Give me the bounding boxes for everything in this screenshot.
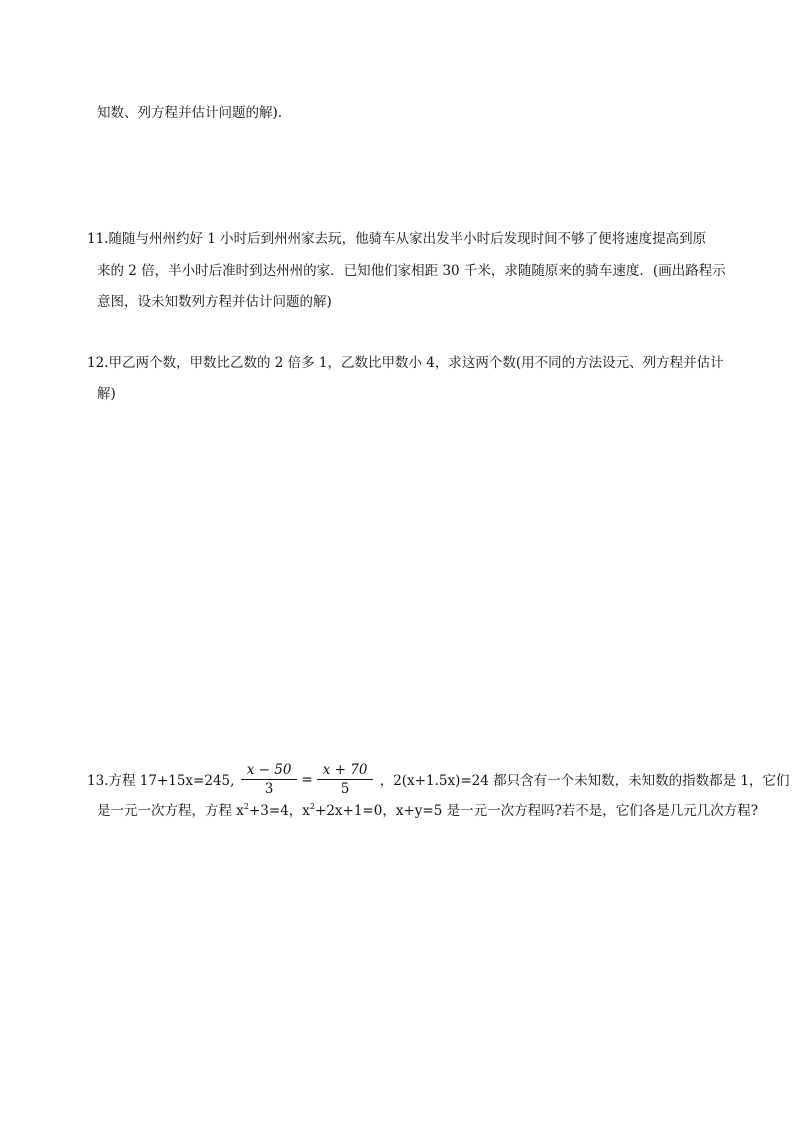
fraction-2 bbox=[317, 761, 374, 798]
exponent-1: 2 bbox=[243, 802, 249, 811]
fraction-2-numerator: x + 70 bbox=[317, 761, 374, 780]
fraction-2-denominator: 5 bbox=[340, 781, 350, 797]
fraction-1-numerator: x − 50 bbox=[241, 761, 298, 780]
fraction-1-denominator: 3 bbox=[264, 781, 274, 797]
equals-sign: = bbox=[301, 771, 313, 788]
question-13-line-2 bbox=[97, 801, 758, 821]
question-11-line-3: 意图，设未知数列方程并估计问题的解) bbox=[97, 294, 332, 310]
question-13-line-1 bbox=[87, 763, 790, 800]
question-13-line-2-part-b: +3=4，x bbox=[249, 803, 310, 819]
question-12-line-1: 12.甲乙两个数，甲数比乙数的 2 倍多 1，乙数比甲数小 4，求这两个数(用不同的方法设元、列方程并估计 bbox=[87, 355, 724, 371]
question-11-line-2: 来的 2 倍，半小时后准时到达州州的家．已知他们家相距 30 千米，求随随原来的骑车速度．(画出路程示 bbox=[97, 263, 726, 279]
question-13-line-2-part-c: +2x+1=0，x+y=5 是一元一次方程吗?若不是，它们各是几元几次方程? bbox=[315, 803, 759, 819]
question-13-prefix: 13.方程 17+15x=245, bbox=[87, 773, 235, 789]
question-11-line-1: 11.随随与州州约好 1 小时后到州州家去玩，他骑车从家出发半小时后发现时间不够了便将速度提高到原 bbox=[87, 231, 707, 247]
question-13-line-2-part-a: 是一元一次方程，方程 x bbox=[97, 803, 244, 819]
fraction-1 bbox=[241, 761, 298, 798]
exponent-2: 2 bbox=[309, 802, 316, 811]
paragraph-continuation: 知数、列方程并估计问题的解). bbox=[97, 105, 283, 121]
question-12-line-2: 解) bbox=[97, 386, 116, 402]
question-13-suffix: ，2(x+1.5x)=24 都只含有一个未知数，未知数的指数都是 1，它们 bbox=[379, 773, 790, 789]
